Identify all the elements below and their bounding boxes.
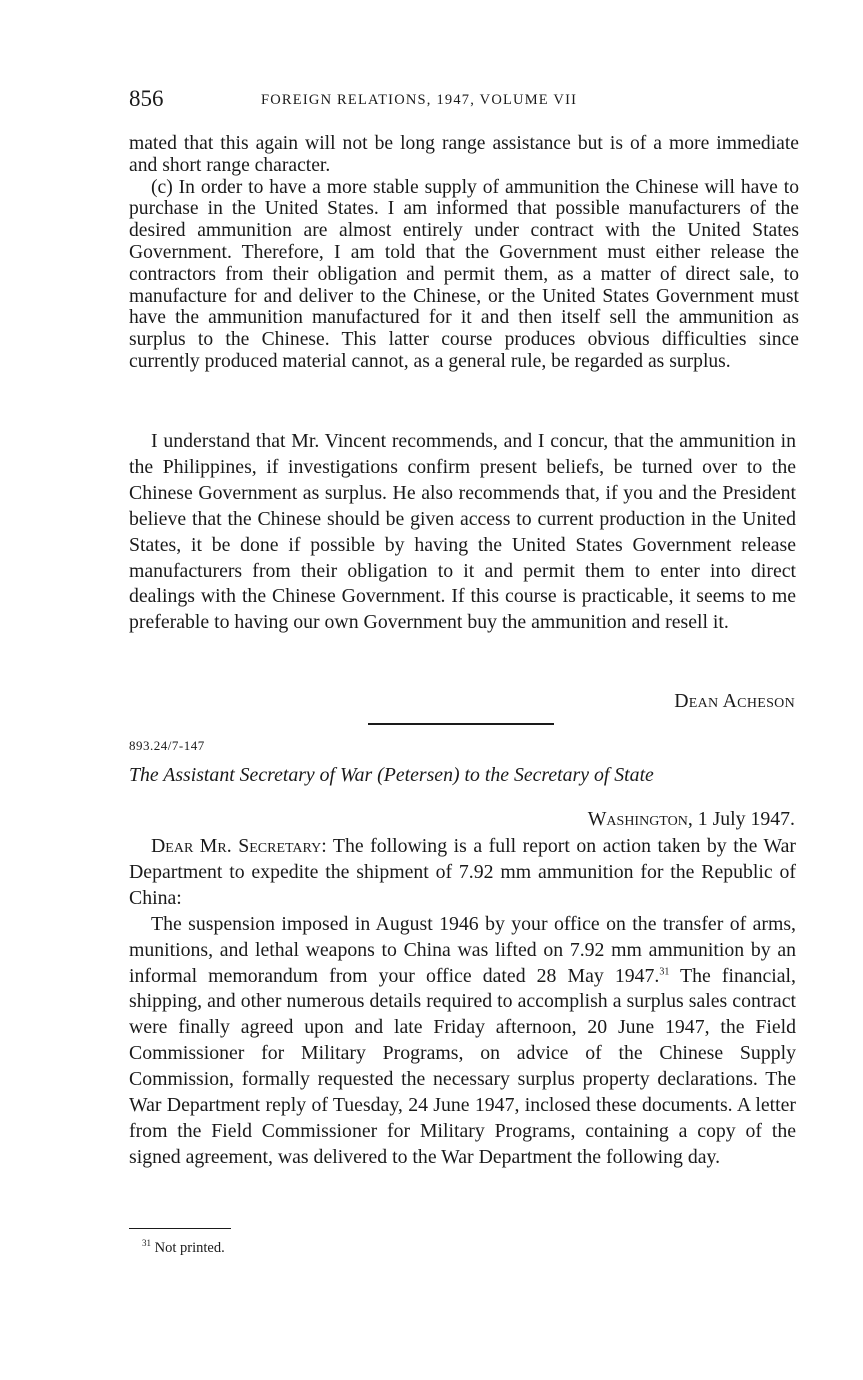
footnote-marker: 31 — [142, 1238, 151, 1249]
footnote-text: Not printed. — [154, 1240, 225, 1256]
paragraph-text-after-note: The financial, shipping, and other numerous details required to accomplish a surplus sales contract were finally agreed upon and late Friday afternoon, 20 June 1947, the Field Commissioner for Military Programs, on advice of the Chinese Supply Commission, formally requested the necessary surplus property declarations. The War Department reply of Tuesday, 24 June 1947, inclosed these documents. A letter from the Field Commissioner for Military Programs, containing a copy of the signed agreement, was delivered to the War Department the following day. — [129, 964, 797, 1168]
document-title: The Assistant Secretary of War (Petersen) to the Secretary of State — [129, 764, 654, 786]
dateline — [588, 808, 795, 831]
letter-opening-paragraph — [129, 834, 796, 912]
letter-paragraph — [129, 912, 796, 1171]
continuation-paragraph: mated that this again will not be long range assistance but is of a more immediate and short range character. — [129, 133, 799, 176]
page-number: 856 — [129, 86, 164, 111]
footnote-divider — [129, 1228, 231, 1229]
dateline-date: 1 July 1947. — [697, 808, 795, 830]
running-head: FOREIGN RELATIONS, 1947, VOLUME VII — [261, 92, 578, 108]
signature: Dean Acheson — [674, 690, 795, 712]
letter-body — [129, 834, 796, 1171]
continuation-text — [129, 133, 799, 373]
paragraph-text-before-note: The suspension imposed in August 1946 by your office on the transfer of arms, munitions, and lethal weapons to China was lifted on 7.92 mm ammunition by an informal memorandum from your office dated 28 May 1947. — [129, 912, 796, 987]
memo-body — [129, 429, 796, 636]
page-header — [129, 86, 799, 116]
footnote — [142, 1240, 225, 1257]
opening-text: : The following is a full report on action taken by the War Department to expedite the shipment of 7.92 mm ammunition for the Republic of China: — [129, 835, 797, 909]
footnote-reference: 31 — [659, 965, 670, 977]
file-number: 893.24/7-147 — [129, 738, 205, 753]
salutation: Dear Mr. Secretary — [151, 835, 322, 857]
memo-paragraph: I understand that Mr. Vincent recommends, and I concur, that the ammunition in the Philippines, if investigations confirm present beliefs, be turned over to the Chinese Government as surplus. He also recommends that, if you and the President believe that the Chinese should be given access to current production in the United States, it be done if possible by having the United States Government release manufacturers from their obligation to it and permit them to enter into direct dealings with the Chinese Government. If this course is practicable, it seems to me preferable to having our own Government buy the ammunition and resell it. — [129, 430, 796, 634]
paragraph-c: (c) In order to have a more stable supply of ammunition the Chinese will have to purchase in the United States. I am informed that possible manufacturers of the desired ammunition are almost entirely under contract with the United States Government. Therefore, I am told that the Government must either release the contractors from their obligation and permit them, as a matter of direct sale, to manufacture for and deliver to the Chinese, or the United States Government must have the ammunition manufactured for it and then itself sell the ammunition as surplus to the Chinese. This latter course produces obvious difficulties since currently produced material cannot, as a general rule, be regarded as surplus. — [129, 176, 799, 372]
dateline-place: Washington, — [587, 808, 693, 830]
section-divider — [368, 723, 554, 725]
